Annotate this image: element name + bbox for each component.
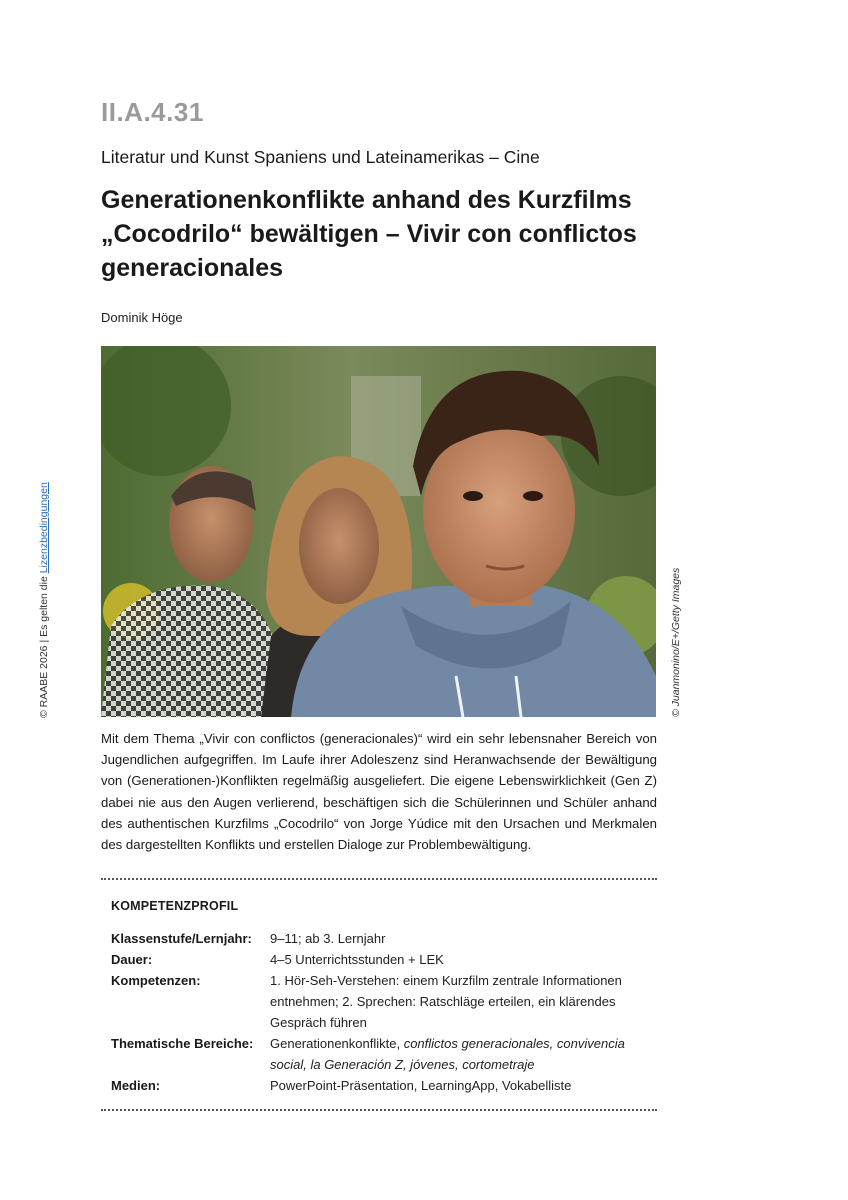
divider-bottom bbox=[101, 1109, 657, 1111]
page-title: Generationenkonflikte anhand des Kurzfilms „Cocodrilo“ bewältigen – Vivir con conflictos generacionales bbox=[101, 186, 637, 282]
profile-value: 9–11; ab 3. Lernjahr bbox=[270, 931, 386, 946]
profile-label: Medien: bbox=[111, 1078, 161, 1093]
profile-row-competences bbox=[111, 970, 646, 1033]
divider-top bbox=[101, 878, 657, 880]
competence-profile-table bbox=[111, 928, 646, 1096]
photo-credit: © Juanmonino/E+/Getty Images bbox=[670, 567, 682, 717]
profile-row-duration bbox=[111, 949, 646, 970]
profile-value: 4–5 Unterrichtsstunden + LEK bbox=[270, 952, 444, 967]
profile-value: 1. Hör-Seh-Verstehen: einem Kurzfilm zentrale Informationen entnehmen; 2. Sprechen: Ratschläge erteilen, ein klärendes Gespräch führen bbox=[270, 973, 622, 1030]
license-link[interactable]: Lizenzbedingungen bbox=[38, 482, 50, 574]
profile-label: Dauer: bbox=[111, 952, 153, 967]
document-code: II.A.4.31 bbox=[101, 97, 204, 127]
copyright-text: © RAABE 2026 | Es gelten die bbox=[38, 573, 50, 718]
cover-photo bbox=[101, 346, 656, 717]
series-title: Literatur und Kunst Spaniens und Lateinamerikas – Cine bbox=[101, 147, 540, 167]
profile-row-media bbox=[111, 1075, 646, 1096]
copyright-notice bbox=[38, 482, 50, 718]
topics-plain: Generationenkonflikte, bbox=[270, 1036, 404, 1051]
topics-italic: conflictos generacionales, convivencia social, la Generación Z, jóvenes, cortometraje bbox=[270, 1036, 625, 1072]
profile-label: Klassenstufe/Lernjahr: bbox=[111, 931, 252, 946]
profile-row-grade bbox=[111, 928, 646, 949]
profile-value: PowerPoint-Präsentation, LearningApp, Vokabelliste bbox=[270, 1078, 572, 1093]
profile-label: Thematische Bereiche: bbox=[111, 1036, 254, 1051]
profile-value bbox=[270, 1033, 646, 1075]
author-name: Dominik Höge bbox=[101, 310, 183, 325]
profile-label: Kompetenzen: bbox=[111, 973, 201, 988]
competence-profile-heading: KOMPETENZPROFIL bbox=[111, 899, 239, 913]
profile-row-topics bbox=[111, 1033, 646, 1075]
intro-paragraph: Mit dem Thema „Vivir con conflictos (generacionales)“ wird ein sehr lebensnaher Bereich von Jugendlichen aufgegriffen. Im Laufe ihrer Adoleszenz sind Heranwachsende der Bewältigung von (Generationen-)Konflikten regelmäßig ausgeliefert. Die eigene Lebenswirklichkeit (Gen Z) dabei nie aus den Augen verlierend, beschäftigen sich die Schülerinnen und Schüler anhand des authentischen Kurzfilms „Cocodrilo“ von Jorge Yúdice mit den Ursachen und Merkmalen des dargestellten Konflikts und erstellen Dialoge zur Problembewältigung. bbox=[101, 731, 657, 853]
